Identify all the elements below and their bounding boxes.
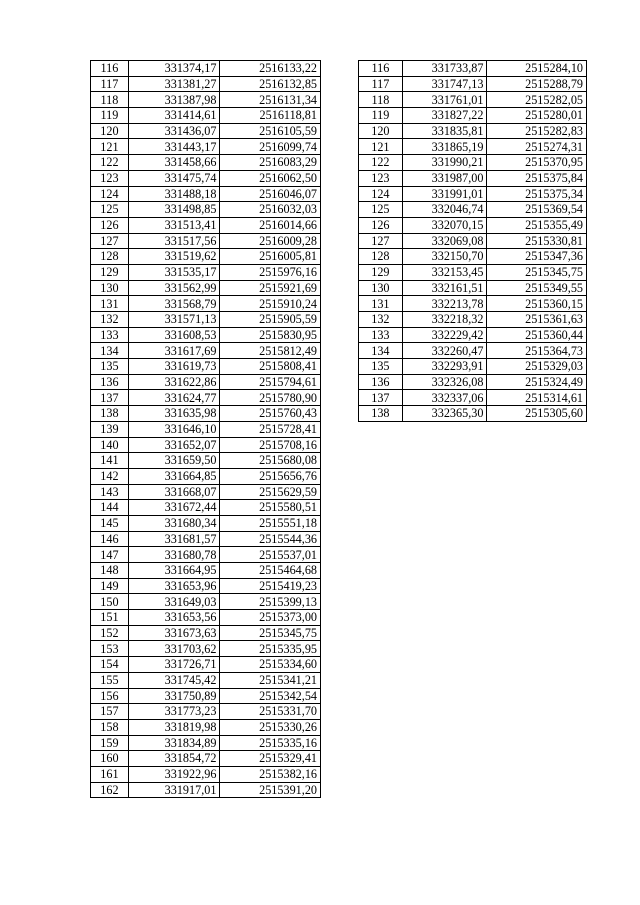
point-number-cell: 136 [359,374,403,390]
point-number-cell: 116 [91,61,129,77]
y-coordinate-cell: 2515324,49 [487,374,587,390]
point-number-cell: 137 [91,390,129,406]
point-number-cell: 131 [359,296,403,312]
point-number-cell: 121 [91,139,129,155]
y-coordinate-cell: 2515375,34 [487,186,587,202]
point-number-cell: 116 [359,61,403,77]
point-number-cell: 146 [91,531,129,547]
table-row [91,563,321,579]
table-row [359,406,587,422]
point-number-cell: 124 [359,186,403,202]
point-number-cell: 130 [91,280,129,296]
table-row [91,92,321,108]
x-coordinate-cell: 332260,47 [402,343,487,359]
point-number-cell: 135 [91,359,129,375]
table-row [359,186,587,202]
x-coordinate-cell: 331865,19 [402,139,487,155]
y-coordinate-cell: 2516014,66 [220,217,321,233]
x-coordinate-cell: 331987,00 [402,170,487,186]
y-coordinate-cell: 2515347,36 [487,249,587,265]
table-row [91,202,321,218]
x-coordinate-cell: 331619,73 [128,359,220,375]
x-coordinate-cell: 331571,13 [128,312,220,328]
table-row [91,312,321,328]
point-number-cell: 123 [359,170,403,186]
point-number-cell: 155 [91,672,129,688]
table-row [359,76,587,92]
point-number-cell: 126 [91,217,129,233]
x-coordinate-cell: 331498,85 [128,202,220,218]
table-row [359,155,587,171]
table-row [91,453,321,469]
table-row [359,139,587,155]
point-number-cell: 151 [91,610,129,626]
y-coordinate-cell: 2515314,61 [487,390,587,406]
table-row [91,484,321,500]
y-coordinate-cell: 2515794,61 [220,374,321,390]
x-coordinate-cell: 331436,07 [128,123,220,139]
y-coordinate-cell: 2515537,01 [220,547,321,563]
y-coordinate-cell: 2515370,95 [487,155,587,171]
point-number-cell: 156 [91,688,129,704]
point-number-cell: 129 [359,264,403,280]
table-row [91,280,321,296]
y-coordinate-cell: 2515345,75 [220,625,321,641]
table-row [91,735,321,751]
x-coordinate-cell: 331649,03 [128,594,220,610]
table-row [359,280,587,296]
table-row [91,782,321,798]
y-coordinate-cell: 2516118,81 [220,108,321,124]
table-row [91,264,321,280]
table-row [91,186,321,202]
point-number-cell: 125 [91,202,129,218]
point-number-cell: 142 [91,468,129,484]
y-coordinate-cell: 2515282,05 [487,92,587,108]
y-coordinate-cell: 2515360,44 [487,327,587,343]
table-row [91,359,321,375]
point-number-cell: 154 [91,657,129,673]
x-coordinate-cell: 331680,34 [128,515,220,531]
table-row [359,327,587,343]
point-number-cell: 148 [91,563,129,579]
point-number-cell: 132 [91,312,129,328]
point-number-cell: 118 [359,92,403,108]
y-coordinate-cell: 2515284,10 [487,61,587,77]
y-coordinate-cell: 2515282,83 [487,123,587,139]
table-row [359,202,587,218]
x-coordinate-cell: 331726,71 [128,657,220,673]
point-number-cell: 141 [91,453,129,469]
x-coordinate-cell: 332070,15 [402,217,487,233]
y-coordinate-cell: 2515921,69 [220,280,321,296]
x-coordinate-cell: 331568,79 [128,296,220,312]
y-coordinate-cell: 2515812,49 [220,343,321,359]
y-coordinate-cell: 2515629,59 [220,484,321,500]
x-coordinate-cell: 331672,44 [128,500,220,516]
x-coordinate-cell: 331653,56 [128,610,220,626]
y-coordinate-cell: 2515808,41 [220,359,321,375]
x-coordinate-cell: 331443,17 [128,139,220,155]
x-coordinate-cell: 331991,01 [402,186,487,202]
point-number-cell: 127 [91,233,129,249]
table-row [91,296,321,312]
y-coordinate-cell: 2515905,59 [220,312,321,328]
point-number-cell: 150 [91,594,129,610]
table-row [91,578,321,594]
x-coordinate-cell: 331664,85 [128,468,220,484]
y-coordinate-cell: 2515349,55 [487,280,587,296]
x-coordinate-cell: 332161,51 [402,280,487,296]
y-coordinate-cell: 2515580,51 [220,500,321,516]
y-coordinate-cell: 2515976,16 [220,264,321,280]
table-row [91,233,321,249]
x-coordinate-cell: 332293,91 [402,359,487,375]
y-coordinate-cell: 2515342,54 [220,688,321,704]
y-coordinate-cell: 2515335,95 [220,641,321,657]
x-coordinate-cell: 331681,57 [128,531,220,547]
x-coordinate-cell: 331414,61 [128,108,220,124]
x-coordinate-cell: 332069,08 [402,233,487,249]
y-coordinate-cell: 2515391,20 [220,782,321,798]
table-row [359,108,587,124]
y-coordinate-cell: 2515330,26 [220,719,321,735]
point-number-cell: 128 [359,249,403,265]
point-number-cell: 133 [359,327,403,343]
y-coordinate-cell: 2516133,22 [220,61,321,77]
table-row [91,139,321,155]
x-coordinate-cell: 332153,45 [402,264,487,280]
y-coordinate-cell: 2515375,84 [487,170,587,186]
table-row [91,547,321,563]
y-coordinate-cell: 2515305,60 [487,406,587,422]
x-coordinate-cell: 332229,42 [402,327,487,343]
table-row [359,170,587,186]
y-coordinate-cell: 2515335,16 [220,735,321,751]
table-row [91,704,321,720]
x-coordinate-cell: 331535,17 [128,264,220,280]
y-coordinate-cell: 2515280,01 [487,108,587,124]
y-coordinate-cell: 2516005,81 [220,249,321,265]
x-coordinate-cell: 331680,78 [128,547,220,563]
x-coordinate-cell: 331750,89 [128,688,220,704]
x-coordinate-cell: 331664,95 [128,563,220,579]
point-number-cell: 130 [359,280,403,296]
table-row [91,76,321,92]
y-coordinate-cell: 2515341,21 [220,672,321,688]
table-row [91,531,321,547]
point-number-cell: 162 [91,782,129,798]
y-coordinate-cell: 2515728,41 [220,421,321,437]
point-number-cell: 121 [359,139,403,155]
x-coordinate-cell: 331761,01 [402,92,487,108]
x-coordinate-cell: 332326,08 [402,374,487,390]
y-coordinate-cell: 2516062,50 [220,170,321,186]
y-coordinate-cell: 2515551,18 [220,515,321,531]
point-number-cell: 159 [91,735,129,751]
table-row [91,751,321,767]
x-coordinate-cell: 331673,63 [128,625,220,641]
point-number-cell: 160 [91,751,129,767]
table-row [91,155,321,171]
x-coordinate-cell: 331733,87 [402,61,487,77]
table-row [359,343,587,359]
x-coordinate-cell: 331374,17 [128,61,220,77]
y-coordinate-cell: 2515288,79 [487,76,587,92]
x-coordinate-cell: 331381,27 [128,76,220,92]
x-coordinate-cell: 331624,77 [128,390,220,406]
point-number-cell: 127 [359,233,403,249]
x-coordinate-cell: 332337,06 [402,390,487,406]
y-coordinate-cell: 2516105,59 [220,123,321,139]
table-row [91,170,321,186]
table-row [91,123,321,139]
table-row [359,296,587,312]
table-row [359,249,587,265]
y-coordinate-cell: 2515331,70 [220,704,321,720]
y-coordinate-cell: 2516131,34 [220,92,321,108]
y-coordinate-cell: 2515760,43 [220,406,321,422]
x-coordinate-cell: 331773,23 [128,704,220,720]
table-row [91,657,321,673]
point-number-cell: 136 [91,374,129,390]
x-coordinate-cell: 331458,66 [128,155,220,171]
y-coordinate-cell: 2515382,16 [220,766,321,782]
x-coordinate-cell: 331835,81 [402,123,487,139]
table-row [91,327,321,343]
point-number-cell: 123 [91,170,129,186]
table-row [91,437,321,453]
table-row [359,374,587,390]
point-number-cell: 128 [91,249,129,265]
y-coordinate-cell: 2515364,73 [487,343,587,359]
point-number-cell: 140 [91,437,129,453]
y-coordinate-cell: 2516132,85 [220,76,321,92]
x-coordinate-cell: 331635,98 [128,406,220,422]
y-coordinate-cell: 2515329,03 [487,359,587,375]
coordinate-table-left [90,60,321,798]
point-number-cell: 147 [91,547,129,563]
y-coordinate-cell: 2515334,60 [220,657,321,673]
x-coordinate-cell: 331827,22 [402,108,487,124]
y-coordinate-cell: 2516046,07 [220,186,321,202]
y-coordinate-cell: 2515544,36 [220,531,321,547]
y-coordinate-cell: 2516099,74 [220,139,321,155]
point-number-cell: 120 [359,123,403,139]
table-row [91,500,321,516]
table-row [359,61,587,77]
table-row [91,641,321,657]
table-row [91,343,321,359]
table-row [91,468,321,484]
x-coordinate-cell: 331652,07 [128,437,220,453]
x-coordinate-cell: 331517,56 [128,233,220,249]
x-coordinate-cell: 331922,96 [128,766,220,782]
point-number-cell: 129 [91,264,129,280]
y-coordinate-cell: 2515464,68 [220,563,321,579]
point-number-cell: 122 [91,155,129,171]
table-row [359,359,587,375]
point-number-cell: 135 [359,359,403,375]
x-coordinate-cell: 331834,89 [128,735,220,751]
point-number-cell: 152 [91,625,129,641]
y-coordinate-cell: 2515329,41 [220,751,321,767]
y-coordinate-cell: 2515830,95 [220,327,321,343]
x-coordinate-cell: 331653,96 [128,578,220,594]
point-number-cell: 124 [91,186,129,202]
y-coordinate-cell: 2515680,08 [220,453,321,469]
point-number-cell: 119 [359,108,403,124]
x-coordinate-cell: 331668,07 [128,484,220,500]
point-number-cell: 134 [91,343,129,359]
y-coordinate-cell: 2515355,49 [487,217,587,233]
x-coordinate-cell: 331513,41 [128,217,220,233]
coordinate-table-right [358,60,587,422]
table-row [359,233,587,249]
y-coordinate-cell: 2515399,13 [220,594,321,610]
x-coordinate-cell: 331475,74 [128,170,220,186]
y-coordinate-cell: 2515369,54 [487,202,587,218]
point-number-cell: 117 [91,76,129,92]
point-number-cell: 153 [91,641,129,657]
point-number-cell: 118 [91,92,129,108]
point-number-cell: 117 [359,76,403,92]
point-number-cell: 138 [359,406,403,422]
point-number-cell: 143 [91,484,129,500]
x-coordinate-cell: 332150,70 [402,249,487,265]
y-coordinate-cell: 2515656,76 [220,468,321,484]
x-coordinate-cell: 331646,10 [128,421,220,437]
x-coordinate-cell: 331854,72 [128,751,220,767]
table-row [91,719,321,735]
y-coordinate-cell: 2515330,81 [487,233,587,249]
table-row [91,108,321,124]
x-coordinate-cell: 331519,62 [128,249,220,265]
point-number-cell: 122 [359,155,403,171]
point-number-cell: 120 [91,123,129,139]
y-coordinate-cell: 2515373,00 [220,610,321,626]
table-row [359,123,587,139]
table-row [359,92,587,108]
x-coordinate-cell: 332365,30 [402,406,487,422]
point-number-cell: 158 [91,719,129,735]
point-number-cell: 157 [91,704,129,720]
x-coordinate-cell: 331819,98 [128,719,220,735]
table-row [91,374,321,390]
x-coordinate-cell: 331562,99 [128,280,220,296]
x-coordinate-cell: 331990,21 [402,155,487,171]
x-coordinate-cell: 331745,42 [128,672,220,688]
point-number-cell: 137 [359,390,403,406]
x-coordinate-cell: 331617,69 [128,343,220,359]
point-number-cell: 138 [91,406,129,422]
table-row [91,594,321,610]
x-coordinate-cell: 332213,78 [402,296,487,312]
x-coordinate-cell: 332218,32 [402,312,487,328]
x-coordinate-cell: 331703,62 [128,641,220,657]
point-number-cell: 145 [91,515,129,531]
table-row [359,264,587,280]
y-coordinate-cell: 2515419,23 [220,578,321,594]
table-row [91,625,321,641]
y-coordinate-cell: 2515274,31 [487,139,587,155]
point-number-cell: 139 [91,421,129,437]
table-row [359,390,587,406]
table-row [359,217,587,233]
point-number-cell: 161 [91,766,129,782]
table-row [91,515,321,531]
table-row [91,766,321,782]
point-number-cell: 132 [359,312,403,328]
x-coordinate-cell: 331659,50 [128,453,220,469]
table-row [91,672,321,688]
table-row [91,421,321,437]
table-row [91,249,321,265]
x-coordinate-cell: 332046,74 [402,202,487,218]
y-coordinate-cell: 2515708,16 [220,437,321,453]
x-coordinate-cell: 331608,53 [128,327,220,343]
y-coordinate-cell: 2515361,63 [487,312,587,328]
table-row [91,390,321,406]
table-row [91,688,321,704]
point-number-cell: 126 [359,217,403,233]
point-number-cell: 149 [91,578,129,594]
y-coordinate-cell: 2515345,75 [487,264,587,280]
x-coordinate-cell: 331622,86 [128,374,220,390]
table-row [91,61,321,77]
y-coordinate-cell: 2516032,03 [220,202,321,218]
point-number-cell: 133 [91,327,129,343]
x-coordinate-cell: 331387,98 [128,92,220,108]
y-coordinate-cell: 2515360,15 [487,296,587,312]
point-number-cell: 144 [91,500,129,516]
y-coordinate-cell: 2516083,29 [220,155,321,171]
point-number-cell: 119 [91,108,129,124]
table-row [359,312,587,328]
x-coordinate-cell: 331917,01 [128,782,220,798]
table-row [91,406,321,422]
point-number-cell: 125 [359,202,403,218]
y-coordinate-cell: 2515910,24 [220,296,321,312]
y-coordinate-cell: 2516009,28 [220,233,321,249]
x-coordinate-cell: 331747,13 [402,76,487,92]
y-coordinate-cell: 2515780,90 [220,390,321,406]
point-number-cell: 134 [359,343,403,359]
table-row [91,610,321,626]
x-coordinate-cell: 331488,18 [128,186,220,202]
point-number-cell: 131 [91,296,129,312]
table-row [91,217,321,233]
